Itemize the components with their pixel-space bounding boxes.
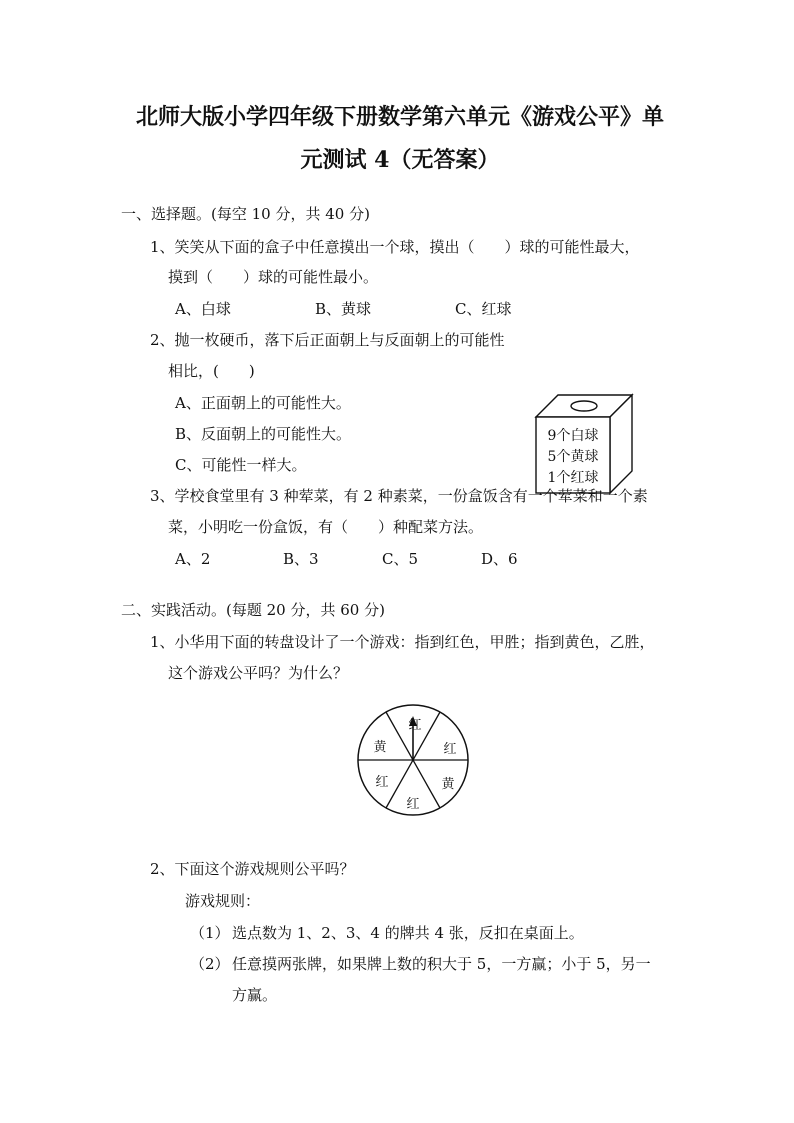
rules-title: 游戏规则： <box>185 892 261 910</box>
rule1-number: （1） <box>190 924 230 942</box>
s2-q1-text-line2: 这个游戏公平吗？为什么？ <box>168 664 349 682</box>
rule2-number: （2） <box>190 955 230 973</box>
spinner-illustration <box>355 702 475 822</box>
q1-option-c: C、红球 <box>455 300 512 318</box>
q3-option-b: B、3 <box>283 550 319 568</box>
spinner-sector-lower-left: 红 <box>375 775 389 790</box>
s2-q2-text: 2、下面这个游戏规则公平吗？ <box>150 860 355 878</box>
box-label-white: 9个白球 <box>547 428 599 444</box>
rule2-text-line2: 方赢。 <box>232 986 278 1004</box>
q3-text-line1: 3、学校食堂里有 3 种荤菜，有 2 种素菜，一份盒饭含有一个荤菜和一个素 <box>150 487 648 505</box>
q2-option-a: A、正面朝上的可能性大。 <box>175 394 351 412</box>
box-label-red: 1个红球 <box>547 470 599 486</box>
page-title-line2: 元测试 4（无答案） <box>300 147 500 173</box>
q3-option-a: A、2 <box>175 550 211 568</box>
page-title-line1: 北师大版小学四年级下册数学第六单元《游戏公平》单 <box>135 104 664 130</box>
spinner-sector-top: 红 <box>408 718 422 733</box>
box-opening <box>571 401 597 411</box>
q1-text-line1: 1、笑笑从下面的盒子中任意摸出一个球，摸出（ ）球的可能性最大， <box>150 238 640 256</box>
section2-heading: 二、实践活动。(每题 20 分，共 60 分) <box>121 601 385 619</box>
spinner-sector-upper-left: 黄 <box>373 740 387 755</box>
q3-text-line2: 菜，小明吃一份盒饭，有（ ）种配菜方法。 <box>168 518 484 536</box>
spinner-sector-lower-right: 黄 <box>441 777 455 792</box>
section1-heading: 一、选择题。(每空 10 分，共 40 分) <box>121 205 370 223</box>
q1-option-a: A、白球 <box>175 300 231 318</box>
rule1-text: 选点数为 1、2、3、4 的牌共 4 张，反扣在桌面上。 <box>232 924 584 942</box>
q2-option-b: B、反面朝上的可能性大。 <box>175 425 352 443</box>
s2-q1-text-line1: 1、小华用下面的转盘设计了一个游戏：指到红色，甲胜；指到黄色，乙胜， <box>150 633 655 651</box>
q1-option-b: B、黄球 <box>315 300 372 318</box>
rule2-text-line1: 任意摸两张牌，如果牌上数的积大于 5，一方赢；小于 5，另一 <box>232 955 651 973</box>
q3-option-d: D、6 <box>481 550 518 568</box>
box-label-yellow: 5个黄球 <box>547 449 599 465</box>
q1-text-line2: 摸到（ ）球的可能性最小。 <box>168 268 379 286</box>
spinner-sector-bottom: 红 <box>406 797 420 812</box>
q2-option-c: C、可能性一样大。 <box>175 456 307 474</box>
ball-box-illustration <box>534 393 638 497</box>
q3-option-c: C、5 <box>382 550 419 568</box>
q2-text-line2: 相比，( ) <box>168 362 255 380</box>
spinner-sector-upper-right: 红 <box>443 742 457 757</box>
q2-text-line1: 2、抛一枚硬币，落下后正面朝上与反面朝上的可能性 <box>150 331 505 349</box>
